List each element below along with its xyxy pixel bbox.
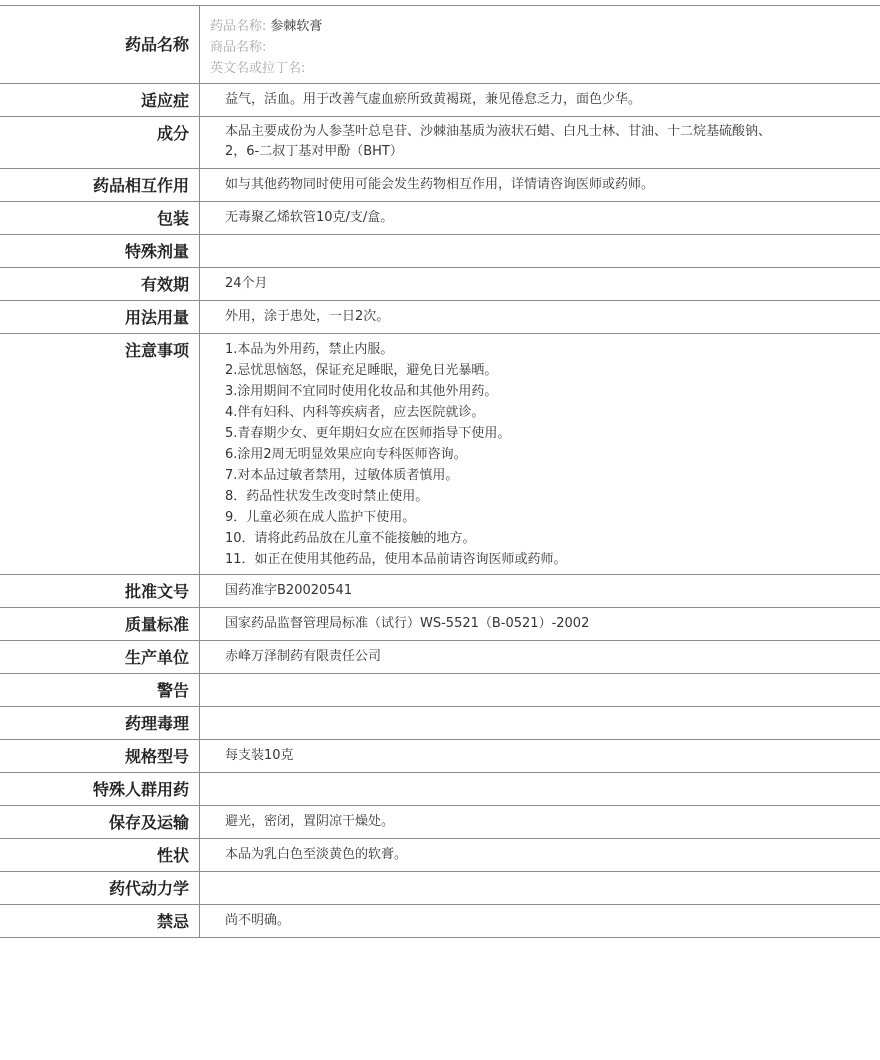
row-package [0,202,880,235]
special-dosage-value [200,235,880,267]
indication-label: 适应症 [0,84,200,116]
package-value: 无毒聚乙烯软管10克/支/盒。 [225,210,394,225]
trade-name-line [210,37,880,58]
usage-value: 外用，涂于患处，一日2次。 [225,309,390,324]
caution-item: 4.伴有妇科、内科等疾病者，应去医院就诊。 [225,405,485,420]
contraindications-label: 禁忌 [0,905,200,937]
storage-value: 避光，密闭，置阴凉干燥处。 [225,814,395,829]
row-cautions [0,334,880,575]
approval-label: 批准文号 [0,575,200,607]
appearance-value: 本品为乳白色至淡黄色的软膏。 [225,847,408,862]
ingredients-label: 成分 [0,117,200,168]
row-special-dosage [0,235,880,268]
specification-value: 每支装10克 [225,748,294,763]
row-appearance [0,839,880,872]
row-indication [0,84,880,117]
trade-name-key: 商品名称: [210,40,267,55]
approval-value: 国药准字B20020541 [225,583,353,598]
row-specification [0,740,880,773]
contraindications-value: 尚不明确。 [225,913,291,928]
interactions-label: 药品相互作用 [0,169,200,201]
interactions-value: 如与其他药物同时使用可能会发生药物相互作用，详情请咨询医师或药师。 [225,177,655,192]
standard-value: 国家药品监督管理局标准（试行）WS-5521（B-0521）-2002 [225,616,590,631]
appearance-label: 性状 [0,839,200,871]
caution-item: 10．请将此药品放在儿童不能接触的地方。 [225,531,476,546]
row-usage [0,301,880,334]
ingredients-value: 本品主要成份为人参茎叶总皂苷、沙棘油基质为液状石蜡、白凡士林、甘油、十二烷基硫酸钠、2，6-二叔丁基对甲酚（BHT） [225,124,772,159]
caution-item: 2.忌忧思恼怒，保证充足睡眠，避免日光暴晒。 [225,363,498,378]
caution-item: 5.青春期少女、更年期妇女应在医师指导下使用。 [225,426,511,441]
row-contraindications [0,905,880,938]
shelf-life-label: 有效期 [0,268,200,300]
caution-list [225,339,880,570]
drug-info-table [0,5,880,938]
generic-name-value: 参棘软膏 [270,19,323,34]
row-ingredients [0,117,880,169]
specification-label: 规格型号 [0,740,200,772]
caution-item: 9．儿童必须在成人监护下使用。 [225,510,416,525]
pharmacokinetics-value [200,872,880,904]
standard-label: 质量标准 [0,608,200,640]
cautions-value [200,334,880,574]
generic-name-key: 药品名称: [210,19,267,34]
row-pharmacokinetics [0,872,880,905]
storage-label: 保存及运输 [0,806,200,838]
warning-value [200,674,880,706]
special-population-label: 特殊人群用药 [0,773,200,805]
caution-item: 11．如正在使用其他药品，使用本品前请咨询医师或药师。 [225,552,567,567]
row-toxicology [0,707,880,740]
row-standard [0,608,880,641]
shelf-life-value: 24个月 [225,276,268,291]
caution-item: 6.涂用2周无明显效果应向专科医师咨询。 [225,447,467,462]
row-storage [0,806,880,839]
generic-name-line [210,16,880,37]
pharmacokinetics-label: 药代动力学 [0,872,200,904]
english-name-key: 英文名或拉丁名: [210,61,306,76]
caution-item: 1.本品为外用药，禁止内服。 [225,342,394,357]
row-drug-name [0,6,880,84]
caution-item: 8．药品性状发生改变时禁止使用。 [225,489,429,504]
caution-item: 7.对本品过敏者禁用，过敏体质者慎用。 [225,468,459,483]
row-approval [0,575,880,608]
special-dosage-label: 特殊剂量 [0,235,200,267]
row-manufacturer [0,641,880,674]
drug-name-values [200,6,880,83]
toxicology-label: 药理毒理 [0,707,200,739]
special-population-value [200,773,880,805]
drug-name-label: 药品名称 [0,6,200,83]
cautions-label: 注意事项 [0,334,200,574]
row-shelf-life [0,268,880,301]
row-warning [0,674,880,707]
package-label: 包装 [0,202,200,234]
warning-label: 警告 [0,674,200,706]
english-name-line [210,58,880,79]
row-interactions [0,169,880,202]
indication-value: 益气，活血。用于改善气虚血瘀所致黄褐斑，兼见倦怠乏力，面色少华。 [225,92,642,107]
usage-label: 用法用量 [0,301,200,333]
caution-item: 3.涂用期间不宜同时使用化妆品和其他外用药。 [225,384,498,399]
manufacturer-value: 赤峰万泽制药有限责任公司 [225,649,382,664]
toxicology-value [200,707,880,739]
manufacturer-label: 生产单位 [0,641,200,673]
row-special-population [0,773,880,806]
